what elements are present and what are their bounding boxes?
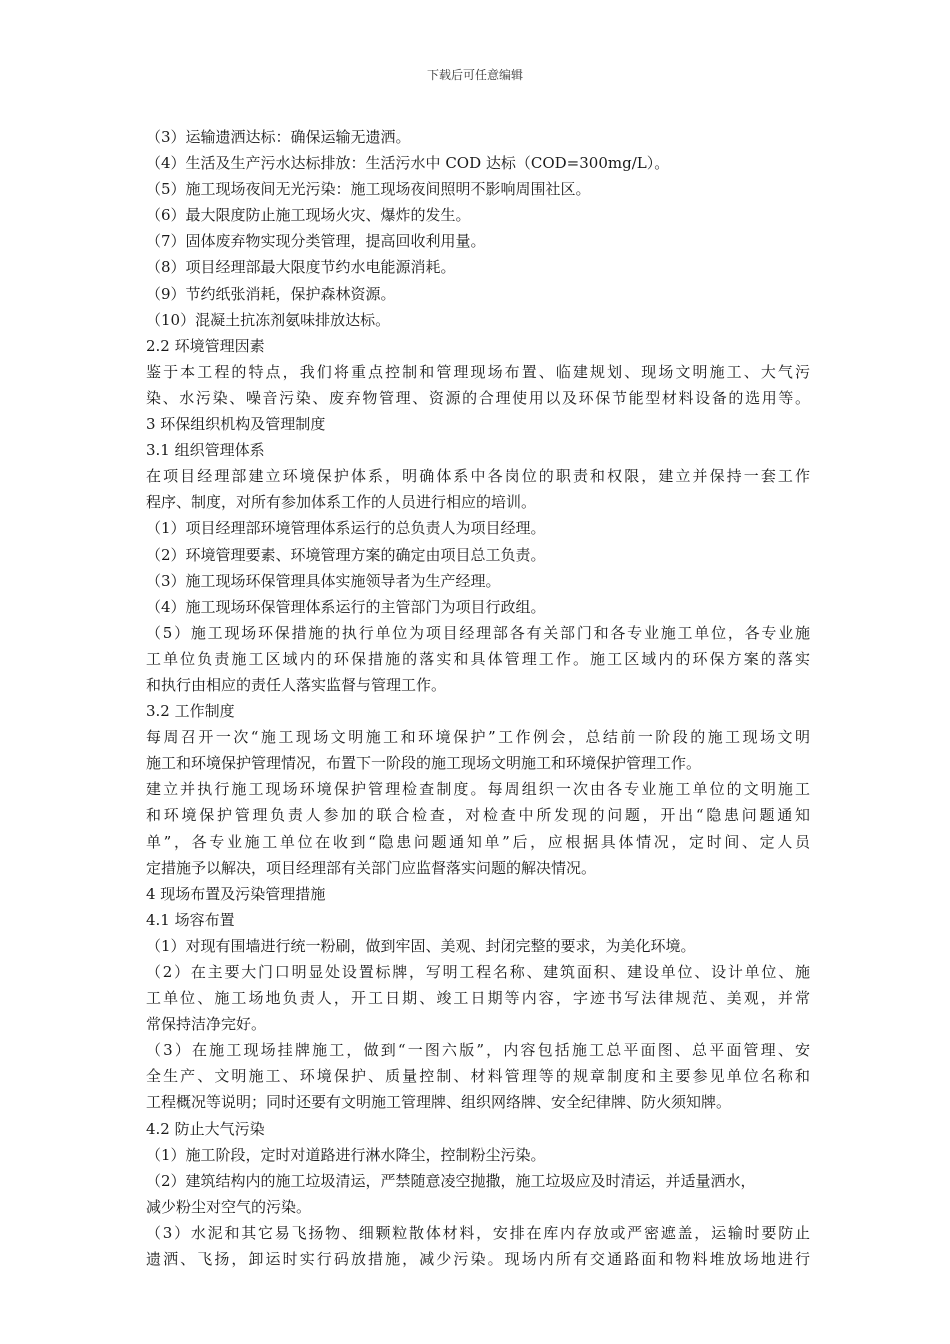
section-heading: 3 环保组织机构及管理制度	[146, 415, 326, 434]
text-line: 工单位、施工场地负责人，开工日期、竣工日期等内容，字迹书写法律规范、美观，并常	[146, 989, 810, 1008]
text-line: 和环境保护管理负责人参加的联合检查，对检查中所发现的问题，开出“隐患问题通知	[146, 806, 810, 825]
text-line: （1）施工阶段，定时对道路进行淋水降尘，控制粉尘污染。	[146, 1145, 546, 1164]
text-line: （8）项目经理部最大限度节约水电能源消耗。	[146, 258, 456, 277]
text-line: 程序、制度，对所有参加体系工作的人员进行相应的培训。	[146, 493, 537, 512]
text-line: （3）运输遗洒达标：确保运输无遗洒。	[146, 128, 411, 146]
section-heading: 2.2 环境管理因素	[146, 336, 265, 355]
text-line: 建立并执行施工现场环境保护管理检查制度。每周组织一次由各专业施工单位的文明施工	[146, 780, 810, 799]
text-line: 遗洒、飞扬，卸运时实行码放措施，减少污染。现场内所有交通路面和物料堆放场地进行	[146, 1250, 810, 1269]
text-line: 和执行由相应的责任人落实监督与管理工作。	[146, 675, 447, 694]
text-line: （3）施工现场环保管理具体实施领导者为生产经理。	[146, 571, 501, 590]
section-heading: 4.1 场容布置	[146, 910, 235, 929]
text-line: （3）在施工现场挂牌施工，做到“一图六版”，内容包括施工总平面图、总平面管理、安	[146, 1041, 810, 1060]
text-line: （10）混凝土抗冻剂氨味排放达标。	[146, 310, 391, 329]
text-line: （5）施工现场环保措施的执行单位为项目经理部各有关部门和各专业施工单位，各专业施	[146, 623, 810, 642]
text-line: 施工和环境保护管理情况，布置下一阶段的施工现场文明施工和环境保护管理工作。	[146, 754, 702, 773]
section-heading: 4.2 防止大气污染	[146, 1119, 265, 1138]
text-line: 鉴于本工程的特点，我们将重点控制和管理现场布置、临建规划、现场文明施工、大气污	[146, 362, 810, 381]
text-line: （6）最大限度防止施工现场火灾、爆炸的发生。	[146, 206, 471, 225]
text-line: 每周召开一次“施工现场文明施工和环境保护”工作例会，总结前一阶段的施工现场文明	[146, 728, 810, 747]
text-line: （2）建筑结构内的施工垃圾清运，严禁随意凌空抛撒，施工垃圾应及时清运，并适量洒水，	[146, 1171, 756, 1190]
text-line: 定措施予以解决，项目经理部有关部门应监督落实问题的解决情况。	[146, 858, 597, 877]
text-line: （2）在主要大门口明显处设置标牌，写明工程名称、建筑面积、建设单位、设计单位、施	[146, 963, 810, 981]
text-line: 全生产、文明施工、环境保护、质量控制、材料管理等的规章制度和主要参见单位名称和	[146, 1067, 810, 1086]
text-line: 染、水污染、噪音污染、废弃物管理、资源的合理使用以及环保节能型材料设备的选用等。	[146, 388, 810, 407]
text-line: 单”，各专业施工单位在收到“隐患问题通知单”后，应根据具体情况，定时间、定人员	[146, 832, 810, 851]
section-heading: 3.1 组织管理体系	[146, 441, 265, 460]
text-line: 常保持洁净完好。	[146, 1015, 267, 1034]
text-line: （1）项目经理部环境管理体系运行的总负责人为项目经理。	[146, 519, 546, 538]
section-heading: 4 现场布置及污染管理措施	[146, 884, 326, 903]
text-line: （5）施工现场夜间无光污染：施工现场夜间照明不影响周围社区。	[146, 180, 591, 199]
text-line: （1）对现有围墙进行统一粉刷，做到牢固、美观、封闭完整的要求，为美化环境。	[146, 936, 696, 955]
text-line: 工程概况等说明；同时还要有文明施工管理牌、组织网络牌、安全纪律牌、防火须知牌。	[146, 1093, 732, 1112]
text-line: （3）水泥和其它易飞扬物、细颗粒散体材料，安排在库内存放或严密遮盖，运输时要防止	[146, 1223, 810, 1242]
text-line: 在项目经理部建立环境保护体系，明确体系中各岗位的职责和权限，建立并保持一套工作	[146, 467, 810, 486]
text-line: （4）生活及生产污水达标排放：生活污水中 COD 达标（COD=300mg/L）。	[146, 154, 670, 173]
text-line: （4）施工现场环保管理体系运行的主管部门为项目行政组。	[146, 597, 546, 616]
text-line: 减少粉尘对空气的污染。	[146, 1197, 312, 1216]
section-heading: 3.2 工作制度	[146, 702, 235, 721]
text-line: 工单位负责施工区域内的环保措施的落实和具体管理工作。施工区域内的环保方案的落实	[146, 649, 810, 668]
text-line: （2）环境管理要素、环境管理方案的确定由项目总工负责。	[146, 545, 546, 564]
text-line: （9）节约纸张消耗，保护森林资源。	[146, 284, 396, 303]
text-line: （7）固体废弃物实现分类管理，提高回收利用量。	[146, 232, 486, 251]
page-header: 下载后可任意编辑	[426, 68, 523, 82]
document-body	[146, 124, 810, 1272]
